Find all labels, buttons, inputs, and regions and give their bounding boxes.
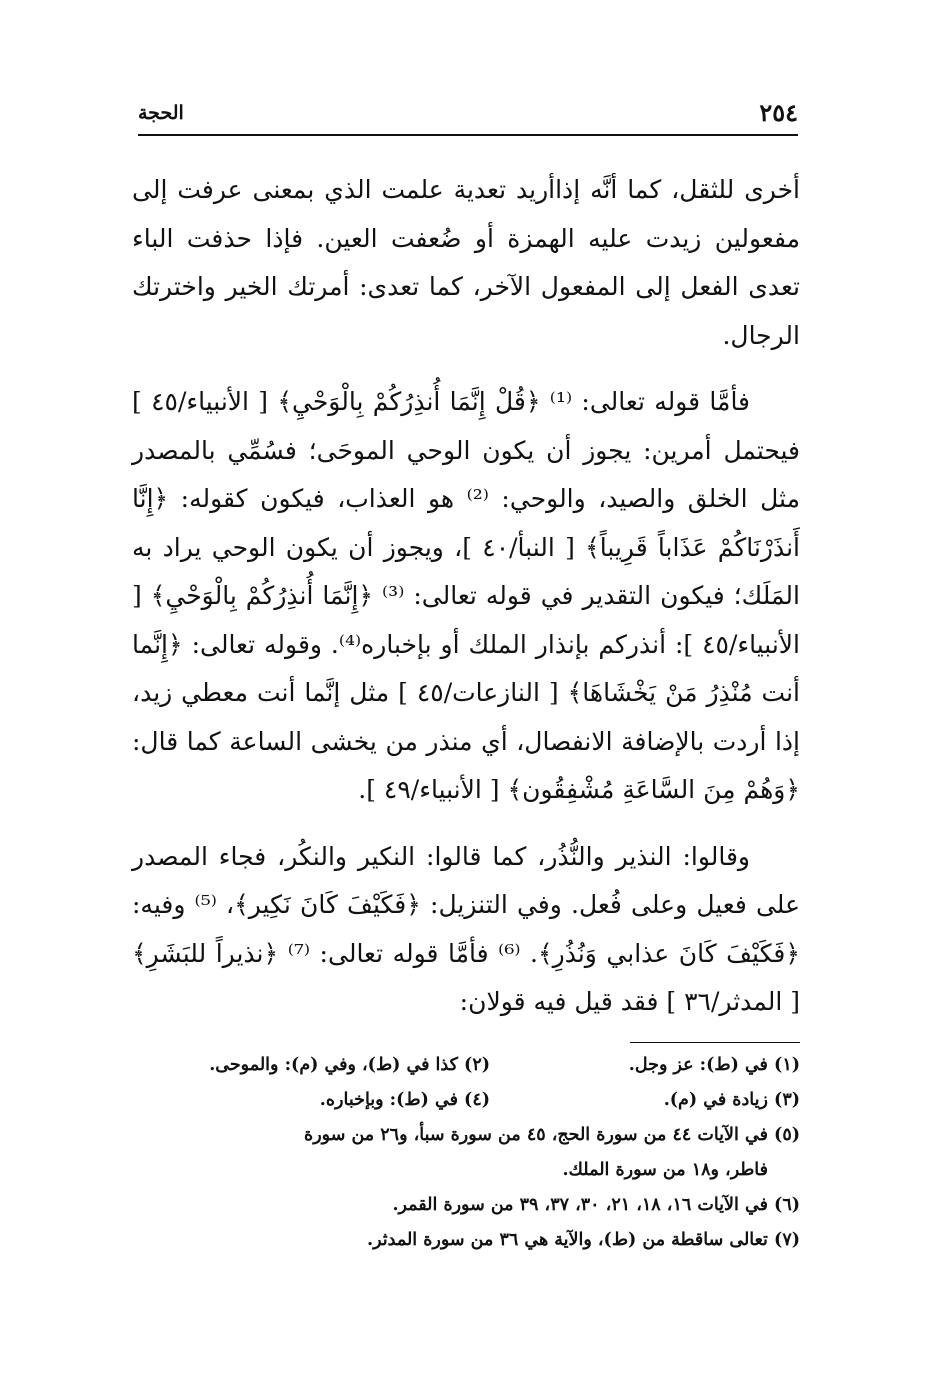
footnote-continuation: فاطر، و١٨ من سورة الملك. [562, 1160, 768, 1180]
footnotes [132, 1048, 800, 1258]
page-header [138, 98, 798, 128]
footnote-row [132, 1048, 800, 1083]
main-text [132, 166, 800, 1027]
paragraph: وقالوا: النذير والنُّذُر، كما قالوا: النكير والنكُر، فجاء المصدر على فعيل وعلى فُعل. وفي التنزيل: ﴿فَكَيْفَ كَانَ نَكِير﴾، ⁽⁵⁾ وفيه: ﴿فَكَيْفَ كَانَ عذابي وَنُذُرِ﴾. ⁽⁶⁾ فأمَّا قوله تعالى: ⁽⁷⁾ ﴿نذيراً للبَشَرِ﴾ [ المدثر/٣٦ ] فقد قيل فيه قولان: [132, 841, 800, 1016]
footnote: (٥) في الآيات ٤٤ من سورة الحج، ٤٥ من سورة سبأ، و٢٦ من سورة [304, 1125, 800, 1145]
paragraph: أخرى للثقل، كما أنَّه إذاأريد تعدية علمت الذي بمعنى عرفت إلى مفعولين زيدت عليه الهمزة أو ضُعفت العين. فإذا حذفت الباء تعدى الفعل إلى المفعول الآخر، كما تعدى: أمرتك الخير واخترتك الرجال. [132, 175, 800, 350]
running-title: الحجة [138, 102, 184, 124]
footnote: (٤) في (ط): وبإخباره. [319, 1090, 490, 1110]
page-number: ٢٥٤ [759, 98, 798, 127]
header-rule [138, 134, 798, 136]
footnote: (٣) زيادة في (م). [663, 1090, 800, 1110]
footnote: (٢) كذا في (ط)، وفي (م): والموحى. [209, 1055, 490, 1075]
footnote: (٦) في الآيات ١٦، ١٨، ٢١، ٣٠، ٣٧، ٣٩ من سورة القمر. [392, 1195, 800, 1215]
footnote-separator [630, 1042, 800, 1043]
paragraph: فأمَّا قوله تعالى: ⁽¹⁾ ﴿قُلْ إِنَّمَا أُنذِرُكُمْ بِالْوَحْيِ﴾ [ الأنبياء/٤٥ ] فيحتمل أمرين: يجوز أن يكون الوحي الموحَى؛ فسُمِّي بالمصدر مثل الخلق والصيد، والوحي: ⁽²⁾ هو العذاب، فيكون كقوله: ﴿إِنَّا أَنذَرْنَاكُمْ عَذَاباً قَرِيباً﴾ [ النبأ/٤٠ ]، ويجوز أن يكون الوحي يراد به المَلَك؛ فيكون التقدير في قوله تعالى: ⁽³⁾ ﴿إِنَّمَا أُنذِرُكُمْ بِالْوَحْيِ﴾ [ الأنبياء/٤٥ ]: أنذركم بإنذار الملك أو بإخباره⁽⁴⁾. وقوله تعالى: ﴿إِنَّما أنت مُنْذِرُ مَنْ يَخْشَاهَا﴾ [ النازعات/٤٥ ] مثل إنَّما أنت معطي زيد، إذا أردت بالإضافة الانفصال، أي منذر من يخشى الساعة كما قال: ﴿وَهُمْ مِنَ السَّاعَةِ مُشْفِقُون﴾ [ الأنبياء/٤٩ ]. [132, 387, 800, 804]
footnote-row [132, 1083, 800, 1118]
footnote: (١) في (ط): عز وجل. [628, 1055, 800, 1075]
footnote: (٧) تعالى ساقطة من (ط)، والآية هي ٣٦ من سورة المدثر. [367, 1230, 800, 1250]
